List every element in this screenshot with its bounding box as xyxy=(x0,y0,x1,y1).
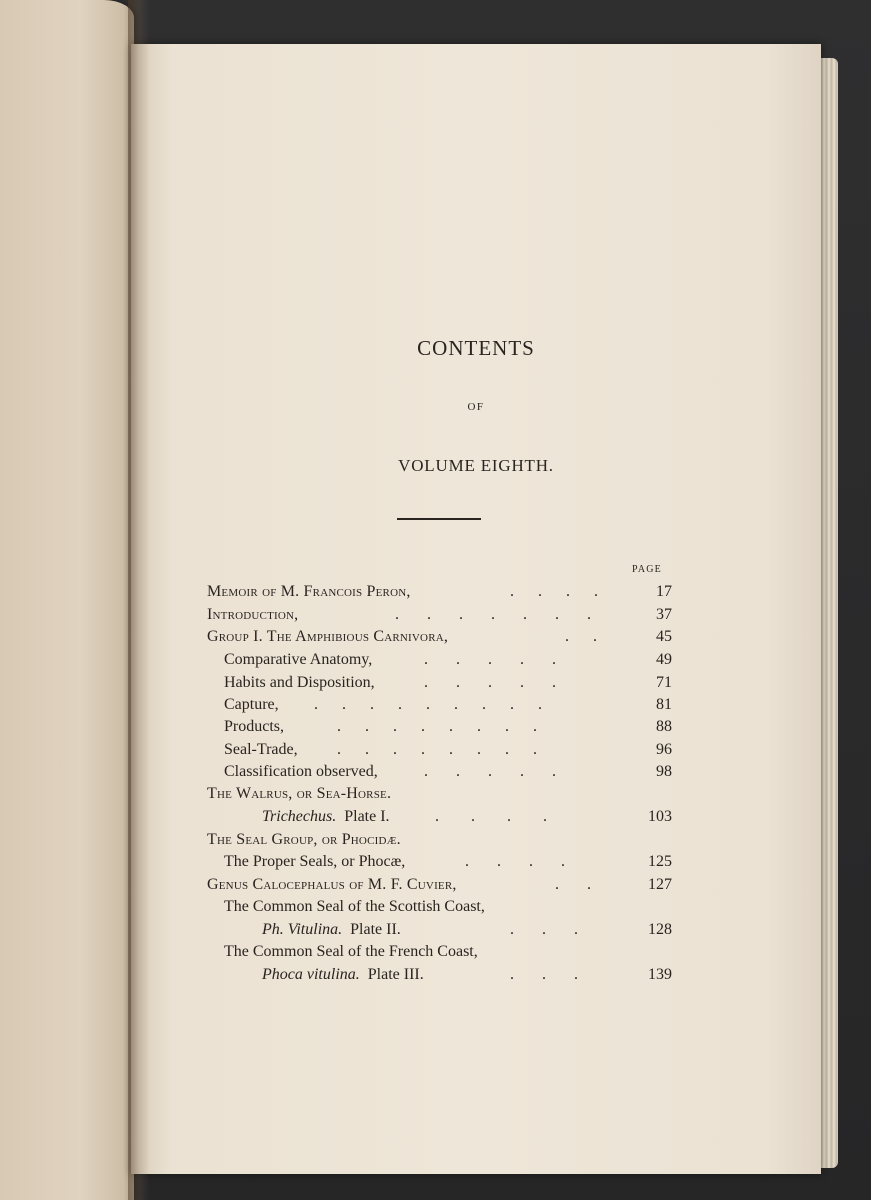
toc-page: 96 xyxy=(656,741,672,758)
toc-entry-classification: Classification observed, xyxy=(224,763,378,780)
toc-entry-proper-seals: The Proper Seals, or Phocæ, xyxy=(224,853,406,870)
leader-dots: . . . . . . . xyxy=(395,606,591,623)
leader-dots: . . . xyxy=(510,966,578,983)
leader-dots: . . . . . xyxy=(424,651,556,668)
page-column-label: PAGE xyxy=(632,564,662,575)
toc-page: 81 xyxy=(656,696,672,713)
toc-entry-scottish-coast: The Common Seal of the Scottish Coast, xyxy=(224,898,485,915)
toc-entry-seal-trade: Seal-Trade, xyxy=(224,741,298,758)
toc-page: 139 xyxy=(648,966,672,983)
toc-entry-walrus: The Walrus, or Sea-Horse. xyxy=(207,785,392,802)
toc-entry-introduction: Introduction, xyxy=(207,606,299,623)
plate-label: Plate III. xyxy=(367,966,424,983)
toc-page: 127 xyxy=(648,876,672,893)
volume-title: VOLUME EIGHTH. xyxy=(398,456,554,475)
contents-of: OF xyxy=(467,401,485,413)
toc-entry-products: Products, xyxy=(224,718,284,735)
toc-entry-capture: Capture, xyxy=(224,696,279,713)
toc-entry-calocephalus: Genus Calocephalus of M. F. Cuvier, xyxy=(207,876,457,893)
toc-page: 88 xyxy=(656,718,672,735)
toc-page: 17 xyxy=(656,583,672,600)
toc-entry-seal-group: The Seal Group, or Phocidæ. xyxy=(207,831,401,848)
toc-page: 45 xyxy=(656,628,672,645)
toc-entry-french-coast: The Common Seal of the French Coast, xyxy=(224,943,478,960)
leader-dots: . . . . . xyxy=(424,763,556,780)
leader-dots: . . xyxy=(565,628,597,645)
leader-dots: . . . . xyxy=(465,853,565,870)
toc-page: 71 xyxy=(656,674,672,691)
toc-page: 49 xyxy=(656,651,672,668)
leader-dots: . . . . . xyxy=(424,674,556,691)
leader-dots: . . . . xyxy=(510,583,598,600)
plate-label: Plate I. xyxy=(344,808,390,825)
leader-dots: . . xyxy=(555,876,591,893)
plate-label: Plate II. xyxy=(350,921,401,938)
toc-page: 103 xyxy=(648,808,672,825)
toc-entry-trichechus xyxy=(262,806,390,828)
toc-page: 37 xyxy=(656,606,672,623)
toc-entry-habits: Habits and Disposition, xyxy=(224,674,375,691)
toc-page: 125 xyxy=(648,853,672,870)
toc-entry-comparative-anatomy: Comparative Anatomy, xyxy=(224,651,373,668)
toc-page: 98 xyxy=(656,763,672,780)
toc-entry-group-one: Group I. The Amphibious Carnivora, xyxy=(207,628,449,645)
leader-dots: . . . . . . . . xyxy=(337,741,537,758)
toc-entry-ph-vitulina xyxy=(262,919,401,941)
species-name: Ph. Vitulina. xyxy=(262,921,343,938)
leader-dots: . . . . . . . . . xyxy=(314,696,542,713)
leader-dots: . . . . xyxy=(435,808,547,825)
leader-dots: . . . xyxy=(510,921,578,938)
leader-dots: . . . . . . . . xyxy=(337,718,537,735)
genus-name: Trichechus. xyxy=(262,808,337,825)
toc-entry-phoca-vitulina xyxy=(262,964,424,986)
toc-page: 128 xyxy=(648,921,672,938)
species-name: Phoca vitulina. xyxy=(262,966,360,983)
toc-entry-memoir: Memoir of M. Francois Peron, xyxy=(207,583,411,600)
contents-title: CONTENTS xyxy=(417,336,535,360)
